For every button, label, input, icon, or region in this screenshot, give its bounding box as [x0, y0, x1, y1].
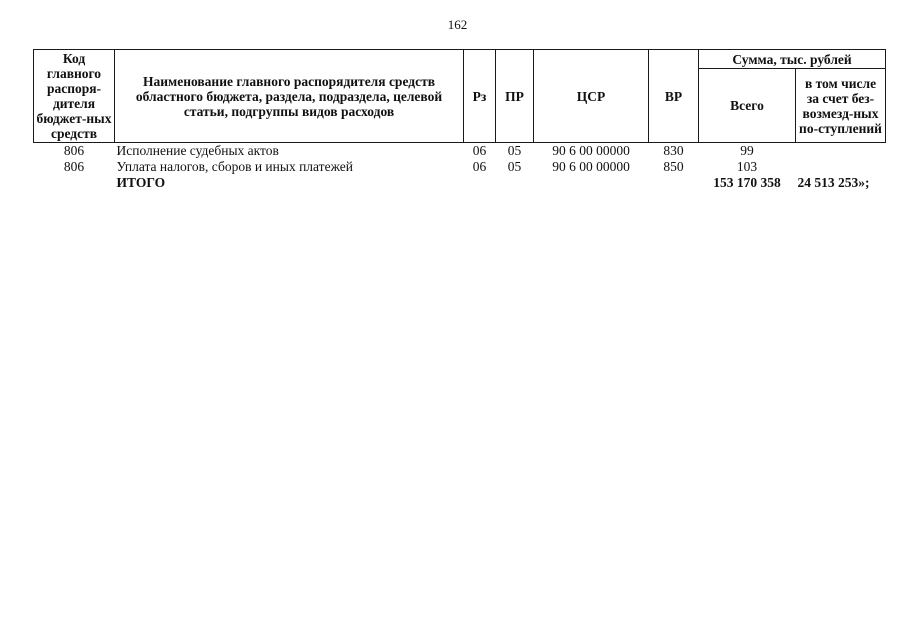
table-body — [34, 143, 886, 192]
cell-incl — [796, 143, 886, 160]
header-rz: Рз — [464, 50, 496, 143]
cell-vr: 830 — [663, 143, 684, 158]
header-csr: ЦСР — [534, 50, 649, 143]
total-label: ИТОГО — [116, 175, 166, 190]
cell-pr: 05 — [507, 159, 522, 174]
cell-code: 806 — [63, 159, 85, 174]
table-header — [34, 50, 886, 143]
cell-vr: 850 — [663, 159, 684, 174]
cell-pr — [496, 175, 534, 191]
header-name: Наименование главного распорядителя средств областного бюджета, раздела, подраздела, целевой статьи, подгруппы видов расходов — [115, 50, 464, 143]
cell-csr: 90 6 00 00000 — [552, 143, 630, 158]
table-row — [34, 143, 886, 160]
cell-code — [34, 175, 115, 191]
cell-csr — [534, 175, 649, 191]
cell-pr: 05 — [507, 143, 522, 158]
cell-total: 103 — [736, 159, 758, 174]
total-value: 153 170 358 — [713, 175, 781, 190]
header-pr: ПР — [496, 50, 534, 143]
total-incl-value: 24 513 253»; — [797, 175, 870, 190]
header-total: Всего — [699, 69, 796, 143]
total-row — [34, 175, 886, 191]
page-number: 162 — [447, 17, 468, 32]
header-incl: в том числе за счет без-возмезд-ных по-ступлений — [796, 69, 886, 143]
cell-csr: 90 6 00 00000 — [552, 159, 630, 174]
cell-rz: 06 — [472, 143, 487, 158]
cell-vr — [649, 175, 699, 191]
header-vr: ВР — [649, 50, 699, 143]
cell-incl — [796, 159, 886, 175]
header-sum-group: Сумма, тыс. рублей — [699, 50, 886, 69]
header-code: Код главного распоря-дителя бюджет-ных средств — [34, 50, 115, 143]
cell-rz: 06 — [472, 159, 487, 174]
table-row — [34, 159, 886, 175]
cell-total: 99 — [740, 143, 754, 158]
cell-rz — [464, 175, 496, 191]
cell-name: Исполнение судебных актов — [116, 143, 279, 158]
cell-code: 806 — [63, 143, 85, 158]
cell-name: Уплата налогов, сборов и иных платежей — [116, 159, 353, 174]
budget-table — [33, 49, 886, 191]
